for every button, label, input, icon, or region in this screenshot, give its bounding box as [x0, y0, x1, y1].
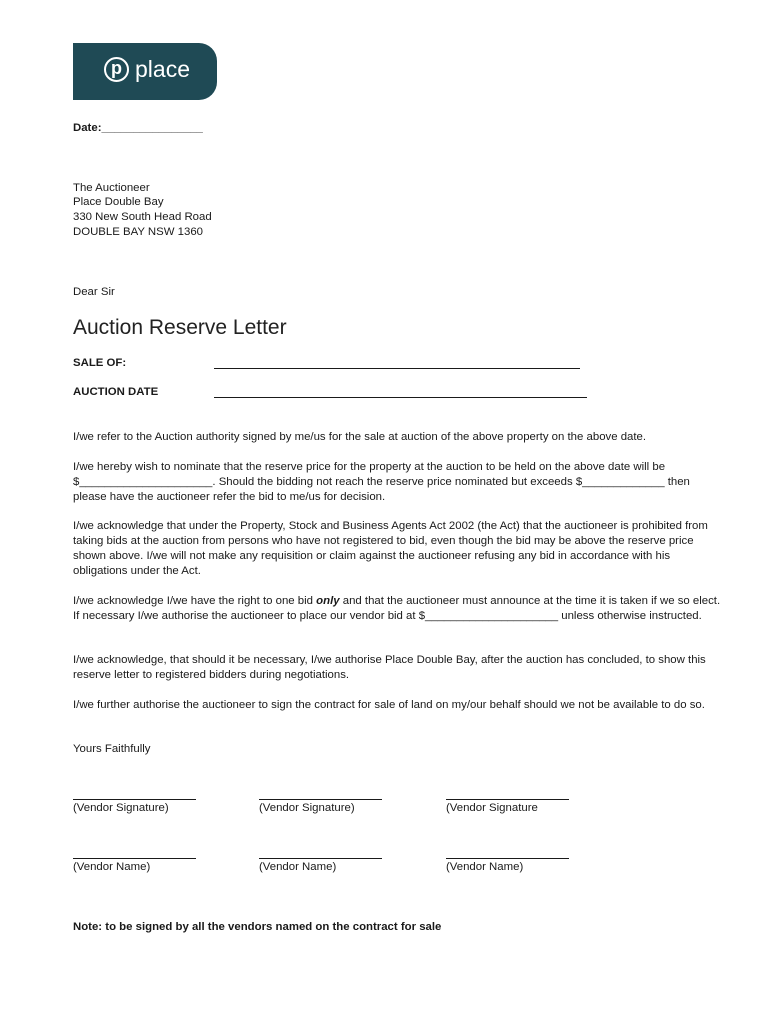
sale-of-label: SALE OF: [73, 357, 127, 369]
sale-of-input-line[interactable] [214, 368, 580, 369]
vendor-name-label: (Vendor Name) [73, 861, 151, 873]
closing: Yours Faithfully [73, 743, 151, 755]
auction-date-label: AUCTION DATE [73, 386, 159, 398]
paragraph-authority: I/we refer to the Auction authority signed by me/us for the sale at auction of the above property on the above date. [73, 431, 647, 443]
name-line-1[interactable] [73, 858, 196, 859]
vendor-signature-label: (Vendor Signature [446, 802, 538, 814]
name-line-2[interactable] [259, 858, 382, 859]
paragraph-act: I/we acknowledge that under the Property, Stock and Business Agents Act 2002 (the Act) that the auctioneer is prohibited from taking bids at the auction from persons who have not registered to bid, even though the bid may be above the reserve price shown above. I/we will not make any requisition or claim against the auctioneer refusing any bid in accordance with his obligations under the Act. [73, 520, 708, 577]
emphasis-only: only [316, 595, 340, 607]
vendor-signature-label: (Vendor Signature) [73, 802, 169, 814]
signature-line-1[interactable] [73, 799, 196, 800]
vendor-name-label: (Vendor Name) [446, 861, 524, 873]
signing-note: Note: to be signed by all the vendors named on the contract for sale [73, 921, 442, 933]
vendor-bid-text: I/we acknowledge I/we have the right to one bid [73, 595, 317, 607]
address-line: The Auctioneer [73, 182, 150, 194]
signature-line-2[interactable] [259, 799, 382, 800]
paragraph-reserve-price: I/we hereby wish to nominate that the reserve price for the property at the auction to be held on the above date will be $_____________________. Should the bidding not reach the reserve price nominated but exceeds $_____________ then please have the auctioneer refer the bid to me/us for decision. [73, 461, 690, 503]
signature-line-3[interactable] [446, 799, 569, 800]
paragraph-negotiations: I/we acknowledge, that should it be necessary, I/we authorise Place Double Bay, after the auction has concluded, to show this reserve letter to registered bidders during negotiations. [73, 654, 706, 681]
salutation: Dear Sir [73, 286, 115, 298]
vendor-name-label: (Vendor Name) [259, 861, 337, 873]
place-logo [73, 43, 217, 100]
address-line: Place Double Bay [73, 196, 164, 208]
auction-date-input-line[interactable] [214, 397, 587, 398]
paragraph-contract: I/we further authorise the auctioneer to sign the contract for sale of land on my/our behalf should we not be available to do so. [73, 699, 705, 711]
vendor-bid-text-cont: and that the auctioneer must announce at the time it is taken if we so elect. If necessary I/we authorise the auctioneer to place our vendor bid at $_____________________ unless otherwise instructed. [73, 595, 721, 622]
vendor-signature-label: (Vendor Signature) [259, 802, 355, 814]
address-line: DOUBLE BAY NSW 1360 [73, 226, 203, 238]
date-field[interactable]: Date:________________ [73, 122, 203, 134]
address-line: 330 New South Head Road [73, 211, 212, 223]
paragraph-vendor-bid [73, 594, 723, 624]
name-line-3[interactable] [446, 858, 569, 859]
page-title: Auction Reserve Letter [73, 316, 287, 339]
logo-wordmark: place [135, 56, 190, 82]
p-logo-icon: p [104, 57, 129, 82]
